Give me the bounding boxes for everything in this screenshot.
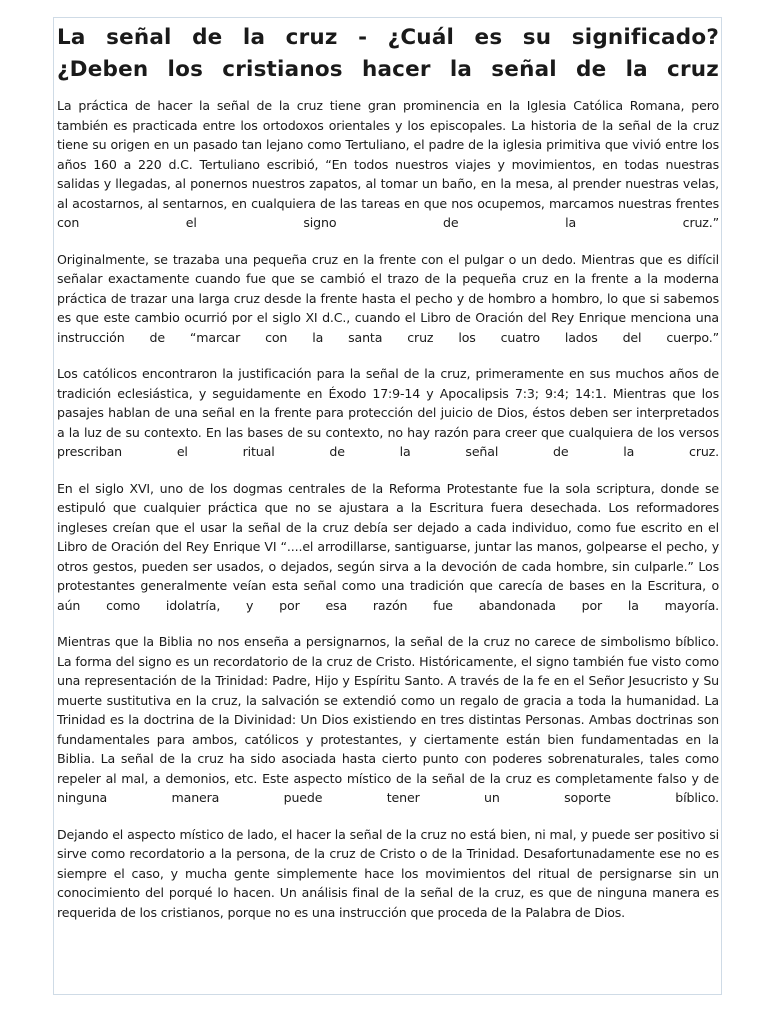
article-title-line-1: La señal de la cruz - ¿Cuál es su significado? — [57, 25, 719, 50]
paragraph-5: Mientras que la Biblia no nos enseña a persignarnos, la señal de la cruz no carece de simbolismo bíblico. La forma del signo es un recordatorio de la cruz de Cristo. Históricamente, el signo también fue visto como una representación de la Trinidad: Padre, Hijo y Espíritu Santo. A través de la fe en el Señor Jesucristo y Su muerte sustitutiva en la cruz, la salvación se extendió como un regalo de gracia a toda la humanidad. La Trinidad es la doctrina de la Divinidad: Un Dios existiendo en tres distintas Personas. Ambas doctrinas son fundamentales para ambos, católicos y protestantes, y ciertamente están bien fundamentadas en la Biblia. La señal de la cruz ha sido asociada hasta cierto punto con poderes sobrenaturales, tales como repeler al mal, a demonios, etc. Este aspecto místico de la señal de la cruz es completamente falso y de ninguna manera puede tener un soporte bíblico. — [57, 634, 719, 805]
paragraph-4: En el siglo XVI, uno de los dogmas centrales de la Reforma Protestante fue la sola scriptura, donde se estipuló que cualquier práctica que no se ajustara a la Escritura fuera desechada. Los reformadores ingleses creían que el usar la señal de la cruz debía ser dejado a cada individuo, como fue escrito en el Libro de Oración del Rey Enrique VI “....el arrodillarse, santiguarse, juntar las manos, golpearse el pecho, y otros gestos, pueden ser usados, o dejados, según sirva a la devoción de cada hombre, sin culparle.” Los protestantes generalmente veían esta señal como una tradición que carecía de bases en la Escritura, o aún como idolatría, y por esa razón fue abandonada por la mayoría. — [57, 480, 719, 613]
paragraph-1: La práctica de hacer la señal de la cruz tiene gran prominencia en la Iglesia Católica Romana, pero también es practicada entre los ortodoxos orientales y los episcopales. La historia de la señal de la cruz tiene su origen en un pasado tan lejano como Tertuliano, el padre de la iglesia primitiva que vivió entre los años 160 a 220 d.C. Tertuliano escribió, “En todos nuestros viajes y movimientos, en todas nuestras salidas y llegadas, al ponernos nuestros zapatos, al tomar un baño, en la mesa, al prender nuestras velas, al acostarnos, al sentarnos, en cualquiera de las tareas en que nos ocupemos, marcamos nuestras frentes con el signo de la cruz.” — [57, 98, 719, 230]
document-page — [53, 17, 722, 995]
article-title — [57, 22, 719, 86]
paragraph-2: Originalmente, se trazaba una pequeña cruz en la frente con el pulgar o un dedo. Mientras que es difícil señalar exactamente cuando fue que se cambió el trazo de la pequeña cruz en la frente a la moderna práctica de trazar una larga cruz desde la frente hasta el pecho y de hombro a hombro, lo que si sabemos es que este cambio ocurrió por el siglo XI d.C., cuando el Libro de Oración del Rey Enrique menciona una instrucción de “marcar con la santa cruz los cuatro lados del cuerpo.” — [57, 251, 719, 345]
article-title-line-2: ¿Deben los cristianos hacer la señal de la cruz — [57, 57, 719, 82]
paragraph-3: Los católicos encontraron la justificación para la señal de la cruz, primeramente en sus muchos años de tradición eclesiástica, y seguidamente en Éxodo 17:9-14 y Apocalipsis 7:3; 9:4; 14:1. Mientras que los pasajes hablan de una señal en la frente para protección del juicio de Dios, éstos deben ser interpretados a la luz de su contexto. En las bases de su contexto, no hay razón para creer que cualquiera de los versos prescriban el ritual de la señal de la cruz. — [57, 366, 719, 459]
paragraph-6: Dejando el aspecto místico de lado, el hacer la señal de la cruz no está bien, ni mal, y puede ser positivo si sirve como recordatorio a la persona, de la cruz de Cristo o de la Trinidad. Desafortunadamente ese no es siempre el caso, y mucha gente simplemente hace los movimientos del ritual de persignarse sin un conocimiento del porqué lo hacen. Un análisis final de la señal de la cruz, es que de ninguna manera es requerida de los cristianos, porque no es una instrucción que proceda de la Palabra de Dios. — [57, 826, 719, 920]
